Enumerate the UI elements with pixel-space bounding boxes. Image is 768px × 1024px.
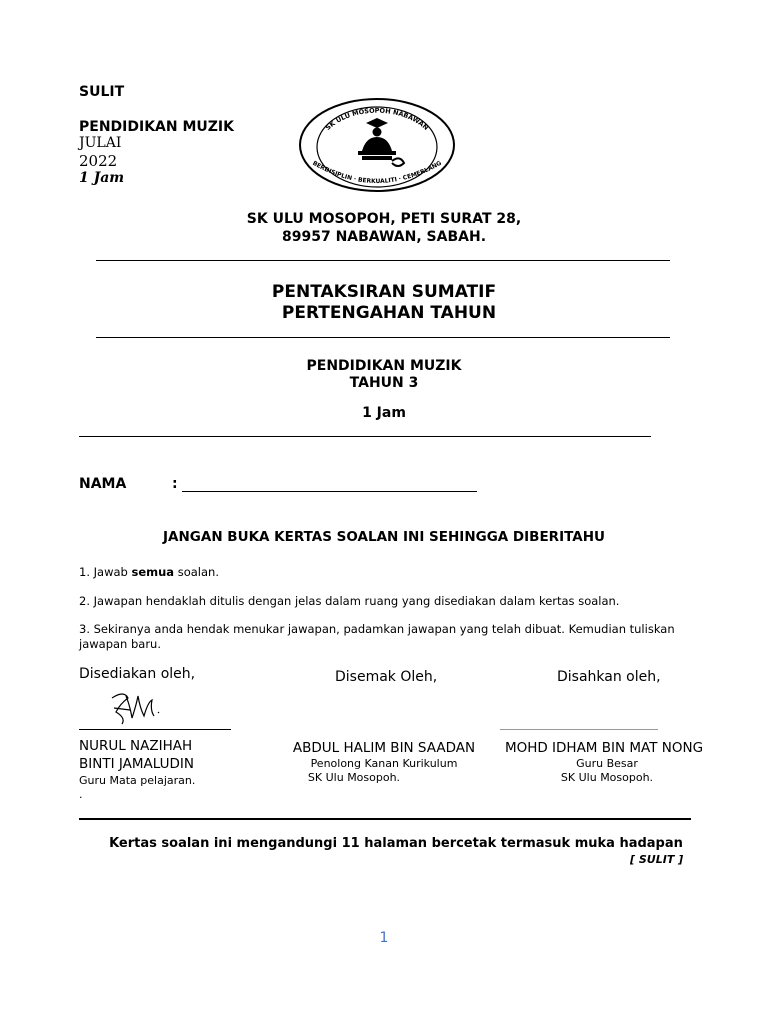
divider	[79, 436, 651, 437]
divider	[96, 337, 670, 338]
instruction-3-line1: 3. Sekiranya anda hendak menukar jawapan, padamkan jawapan yang telah dibuat. Kemudian tuliskan	[79, 622, 675, 636]
divider	[96, 260, 670, 261]
instruction-3-line2: jawapan baru.	[79, 637, 162, 651]
checked-school: SK Ulu Mosopoh.	[307, 771, 401, 784]
name-label: NAMA	[79, 476, 127, 492]
handwritten-signature	[108, 688, 164, 726]
school-address-line2: 89957 NABAWAN, SABAH.	[281, 229, 487, 245]
subject-header: PENDIDIKAN MUZIK	[79, 119, 234, 135]
signature-line-prepared	[79, 729, 231, 730]
approved-school: SK Ulu Mosopoh.	[560, 771, 654, 784]
page-number: 1	[379, 930, 389, 946]
svg-text:BERDISIPLIN · BERKUALITI · CEM: BERDISIPLIN · BERKUALITI · CEMERLANG	[311, 159, 443, 186]
footer-divider	[79, 818, 691, 820]
name-colon: :	[172, 476, 178, 492]
exam-title-line1: PENTAKSIRAN SUMATIF	[271, 282, 497, 302]
pages-note: Kertas soalan ini mengandungi 11 halaman bercetak termasuk muka hadapan	[109, 836, 683, 851]
classification-label: SULIT	[79, 84, 125, 100]
warning-text: JANGAN BUKA KERTAS SOALAN INI SEHINGGA DIBERITAHU	[163, 529, 605, 545]
duration-header: 1 Jam	[79, 170, 125, 186]
instruction-2: 2. Jawapan hendaklah ditulis dengan jelas dalam ruang yang disediakan dalam kertas soalan.	[79, 594, 620, 608]
svg-text:SK ULU MOSOPOH NABAWAN: SK ULU MOSOPOH NABAWAN	[323, 106, 430, 132]
approved-name: MOHD IDHAM BIN MAT NONG	[504, 740, 704, 756]
prepared-name-line2: BINTI JAMALUDIN	[79, 756, 194, 772]
exam-subject: PENDIDIKAN MUZIK	[306, 358, 462, 374]
instruction-1: 1. Jawab semua soalan.	[79, 565, 219, 579]
checked-by-label: Disemak Oleh,	[335, 669, 438, 685]
prepared-by-label: Disediakan oleh,	[79, 666, 196, 682]
exam-duration: 1 Jam	[362, 405, 406, 421]
signature-line-approved	[500, 729, 658, 730]
prepared-role: Guru Mata pelajaran.	[79, 774, 196, 787]
checked-name: ABDUL HALIM BIN SAADAN	[292, 740, 476, 756]
year-label: 2022	[79, 152, 118, 170]
prepared-extra: .	[79, 788, 83, 801]
footer-classification: [ SULIT ]	[630, 853, 684, 866]
month-label: JULAI	[79, 135, 122, 151]
school-address-line1: SK ULU MOSOPOH, PETI SURAT 28,	[246, 211, 522, 227]
prepared-name-line1: NURUL NAZIHAH	[79, 738, 193, 754]
school-logo	[296, 95, 458, 193]
approved-by-label: Disahkan oleh,	[557, 669, 661, 685]
exam-year-level: TAHUN 3	[349, 375, 419, 391]
checked-role: Penolong Kanan Kurikulum	[310, 757, 458, 770]
exam-title-line2: PERTENGAHAN TAHUN	[281, 303, 497, 323]
approved-role: Guru Besar	[576, 757, 638, 770]
name-input-line[interactable]	[182, 491, 477, 492]
